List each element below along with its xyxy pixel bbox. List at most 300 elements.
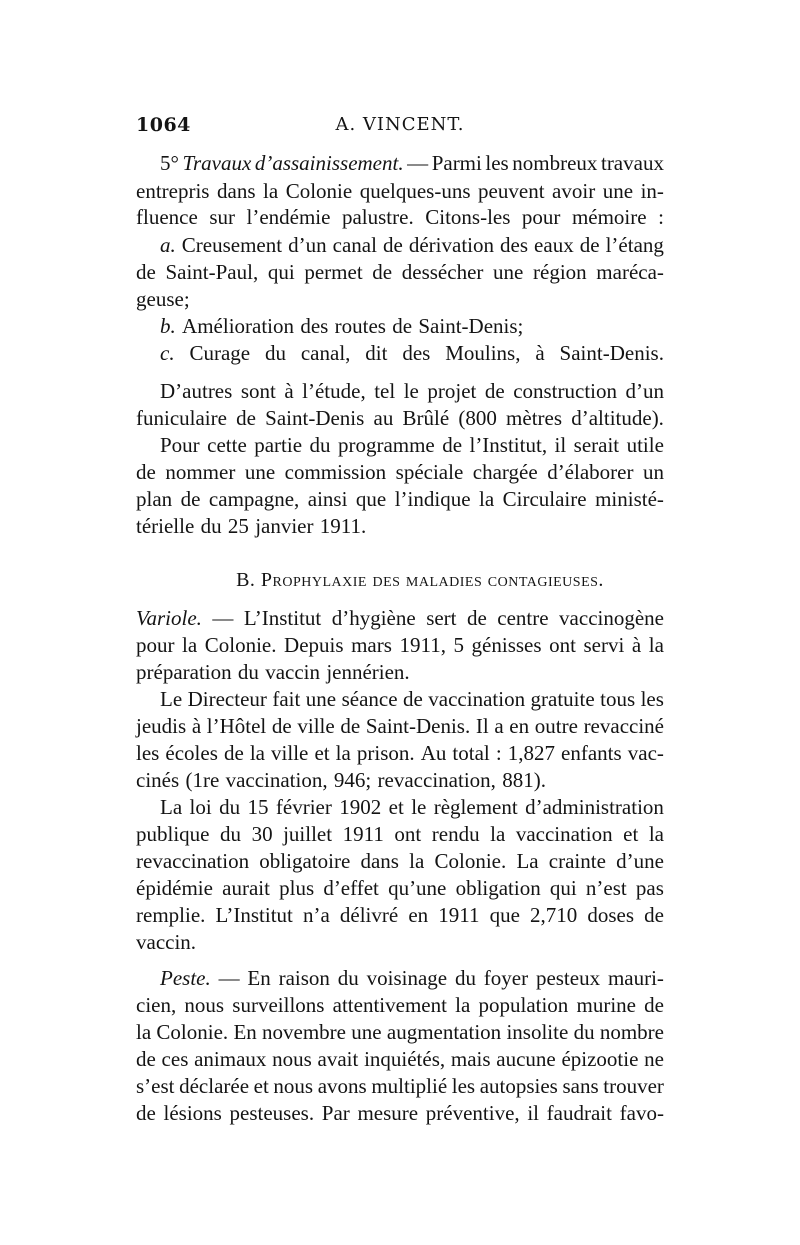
- word: de: [644, 993, 664, 1017]
- word: dessécher: [401, 260, 484, 284]
- text-line: [136, 711, 664, 741]
- word: de: [136, 260, 156, 284]
- word: ministé-: [595, 487, 664, 511]
- word: des: [300, 314, 329, 338]
- word: ont: [549, 633, 576, 657]
- word: pour: [136, 633, 175, 657]
- word: nommer: [165, 460, 236, 484]
- word: routes: [334, 314, 386, 338]
- word: et: [314, 741, 330, 765]
- word: de: [403, 687, 423, 711]
- word: l’Hôtel: [206, 714, 267, 738]
- word: de: [340, 714, 361, 738]
- word: commission: [284, 460, 387, 484]
- word: construction: [513, 379, 617, 403]
- word: Il: [475, 714, 489, 738]
- word: 881).: [502, 768, 546, 792]
- word: 1911,: [399, 633, 446, 657]
- word: en: [509, 714, 530, 738]
- word: du: [337, 966, 359, 990]
- word: séance: [341, 687, 398, 711]
- text-line: [160, 430, 664, 460]
- word: la: [263, 179, 279, 203]
- word: canal,: [300, 341, 351, 365]
- word: obligation: [455, 876, 541, 900]
- word: raison: [278, 966, 330, 990]
- word: Pour: [160, 433, 200, 457]
- word: préventive,: [425, 1101, 520, 1125]
- word: campagne,: [208, 487, 300, 511]
- running-head: A. VINCENT.: [335, 114, 465, 135]
- word: L’Institut: [243, 606, 322, 630]
- word: dit: [365, 341, 388, 365]
- word: Parmi: [431, 151, 482, 175]
- word: des: [500, 233, 529, 257]
- word: de: [136, 1101, 156, 1125]
- word: Colonie.: [434, 849, 507, 873]
- word: n’est: [585, 876, 627, 900]
- word: faudrait: [546, 1101, 612, 1125]
- word: nous: [272, 1047, 312, 1071]
- text-line: [136, 819, 664, 849]
- word: outre: [534, 714, 578, 738]
- word: de: [136, 460, 156, 484]
- word: Curage: [189, 341, 251, 365]
- word: Colonie.: [156, 1020, 229, 1044]
- word: Travaux: [182, 151, 252, 175]
- word: du: [220, 822, 242, 846]
- word: et: [388, 795, 404, 819]
- word: 1911: [342, 822, 384, 846]
- text-line: [136, 403, 664, 433]
- word: publique: [136, 822, 210, 846]
- word: programme: [337, 433, 435, 457]
- word: d’une: [616, 849, 664, 873]
- text-line: [136, 1098, 664, 1128]
- word: vac-: [627, 741, 664, 765]
- word: épizootie: [561, 1047, 639, 1071]
- word: 946;: [333, 768, 372, 792]
- word: attentivement: [332, 993, 447, 1017]
- word: la: [136, 1020, 152, 1044]
- text-line: [136, 284, 664, 314]
- text-line: [136, 657, 664, 687]
- word: de: [271, 714, 292, 738]
- word: la: [648, 633, 664, 657]
- word: insolite: [506, 1020, 569, 1044]
- word: le: [411, 795, 427, 819]
- word: surveillons: [232, 993, 325, 1017]
- word: nous: [273, 1074, 314, 1098]
- word: b.: [160, 314, 176, 338]
- word: vaccin: [265, 660, 321, 684]
- word: :: [495, 741, 502, 765]
- word: sert: [426, 606, 457, 630]
- word: serait: [573, 433, 620, 457]
- word: nombre: [599, 1020, 664, 1044]
- word: il: [554, 433, 567, 457]
- word: jennérien.: [326, 660, 410, 684]
- text-line: [136, 457, 664, 487]
- word: 5: [453, 633, 464, 657]
- text-line: [136, 900, 664, 930]
- word: eaux: [534, 233, 574, 257]
- word: voisinage: [366, 966, 448, 990]
- word: au: [373, 406, 394, 430]
- word: d’hygiène: [331, 606, 416, 630]
- word: :: [658, 205, 664, 229]
- text-line: [160, 230, 664, 260]
- word: du: [264, 341, 286, 365]
- word: que: [355, 487, 387, 511]
- word: sont: [240, 379, 276, 403]
- word: sur: [209, 205, 235, 229]
- word: janvier: [255, 514, 314, 538]
- word: Saint-Denis.: [365, 714, 471, 738]
- word: doses: [587, 903, 634, 927]
- text-line: [160, 684, 664, 714]
- word: de: [136, 1047, 156, 1071]
- word: à: [631, 633, 642, 657]
- word: a.: [160, 233, 176, 257]
- word: la: [648, 822, 664, 846]
- word: aurait: [222, 876, 270, 900]
- word: geuse;: [136, 287, 190, 311]
- word: des: [402, 341, 431, 365]
- word: chargée: [472, 460, 538, 484]
- text-line: [136, 738, 664, 768]
- word: une: [493, 260, 524, 284]
- word: Variole.: [136, 606, 202, 630]
- word: térielle: [136, 514, 195, 538]
- word: D’autres: [160, 379, 233, 403]
- word: pesteux: [535, 966, 601, 990]
- word: Au: [420, 741, 447, 765]
- word: dans: [217, 179, 256, 203]
- word: d’administration: [525, 795, 664, 819]
- word: nombreux: [512, 151, 598, 175]
- word: un: [642, 460, 664, 484]
- word: vaccination: [515, 822, 613, 846]
- word: palustre.: [341, 205, 414, 229]
- word: vaccination: [428, 687, 526, 711]
- word: qui: [267, 260, 295, 284]
- word: Amélioration: [182, 314, 295, 338]
- word: tous: [600, 687, 636, 711]
- word: Saint-Paul,: [165, 260, 259, 284]
- word: favo-: [619, 1101, 664, 1125]
- word: du: [200, 514, 222, 538]
- word: du: [573, 1020, 595, 1044]
- word: qui: [549, 876, 577, 900]
- word: partie: [254, 433, 303, 457]
- text-line: [136, 1044, 664, 1074]
- word: En: [247, 966, 271, 990]
- word: et: [623, 822, 639, 846]
- word: Peste.: [160, 966, 211, 990]
- word: inquiétés,: [364, 1047, 446, 1071]
- word: Saint-Denis: [265, 406, 365, 430]
- text-line: [160, 792, 664, 822]
- word: revaccination,: [377, 768, 496, 792]
- word: trouver: [603, 1074, 664, 1098]
- word: autopsies: [479, 1074, 558, 1098]
- word: mars: [351, 633, 392, 657]
- text-line: [160, 338, 664, 368]
- word: de: [466, 606, 487, 630]
- word: à: [284, 379, 294, 403]
- text-line: [136, 990, 664, 1020]
- word: quelques-uns: [359, 179, 471, 203]
- word: du: [237, 660, 259, 684]
- word: de: [579, 233, 600, 257]
- word: tel: [374, 379, 396, 403]
- word: avoir: [552, 179, 596, 203]
- word: du: [219, 795, 241, 819]
- word: population: [478, 993, 569, 1017]
- word: ville: [271, 741, 309, 765]
- word: la: [490, 822, 506, 846]
- text-line: [160, 311, 664, 341]
- word: 1,827: [507, 741, 555, 765]
- word: avons: [317, 1074, 367, 1098]
- word: travaux: [600, 151, 664, 175]
- word: vaccinogène: [559, 606, 664, 630]
- word: mesure: [357, 1101, 419, 1125]
- text-line: [160, 376, 664, 406]
- word: Colonie.: [204, 633, 277, 657]
- word: ces: [161, 1047, 189, 1071]
- word: permet: [304, 260, 363, 284]
- word: d’un: [625, 379, 664, 403]
- word: à: [535, 341, 545, 365]
- word: la: [409, 849, 425, 873]
- word: n’a: [302, 903, 330, 927]
- word: pesteuses.: [229, 1101, 315, 1125]
- word: vaccin.: [136, 930, 197, 954]
- word: de: [372, 260, 393, 284]
- word: à: [191, 714, 202, 738]
- word: une: [244, 460, 276, 484]
- word: écoles: [165, 741, 218, 765]
- word: 1902: [339, 795, 382, 819]
- word: les: [485, 151, 509, 175]
- word: les: [451, 1074, 476, 1098]
- word: revaccination: [136, 849, 250, 873]
- word: 5°: [160, 151, 179, 175]
- word: c.: [160, 341, 175, 365]
- word: pour: [521, 205, 561, 229]
- word: 15: [247, 795, 269, 819]
- word: projet: [427, 379, 477, 403]
- word: Par: [321, 1101, 350, 1125]
- word: Creusement: [181, 233, 283, 257]
- word: (1re: [185, 768, 220, 792]
- word: de: [484, 379, 505, 403]
- text-line: [136, 1017, 664, 1047]
- word: aucune: [496, 1047, 556, 1071]
- word: pas: [635, 876, 664, 900]
- word: région: [533, 260, 587, 284]
- word: la: [455, 993, 471, 1017]
- word: —: [407, 151, 429, 175]
- word: remplie.: [136, 903, 206, 927]
- word: utile: [626, 433, 664, 457]
- word: vaccination,: [225, 768, 328, 792]
- word: l’Institut,: [469, 433, 548, 457]
- text-line: [136, 765, 664, 795]
- word: ont: [394, 822, 422, 846]
- word: ne: [644, 1047, 664, 1071]
- word: animaux: [194, 1047, 267, 1071]
- word: d’élaborer: [547, 460, 634, 484]
- word: centre: [497, 606, 549, 630]
- word: qu’une: [388, 876, 447, 900]
- word: Directeur: [187, 687, 267, 711]
- word: Saint-Denis.: [559, 341, 664, 365]
- word: préparation: [136, 660, 232, 684]
- page-header: [136, 114, 664, 144]
- word: —: [212, 606, 234, 630]
- word: mètres: [506, 406, 563, 430]
- text-line: [160, 148, 664, 178]
- word: juillet: [283, 822, 333, 846]
- word: 25: [227, 514, 249, 538]
- word: foyer: [483, 966, 529, 990]
- word: il: [527, 1101, 539, 1125]
- word: En: [233, 1020, 257, 1044]
- word: gratuite: [530, 687, 595, 711]
- word: du: [309, 433, 331, 457]
- word: et: [253, 1074, 269, 1098]
- word: l’indique: [394, 487, 471, 511]
- word: déclarée: [179, 1074, 250, 1098]
- word: La: [160, 795, 183, 819]
- word: la: [182, 633, 198, 657]
- text-line: [136, 202, 664, 232]
- word: d’effet: [323, 876, 379, 900]
- word: une: [351, 1020, 382, 1044]
- section-heading: [136, 565, 684, 595]
- text-line: [136, 603, 664, 633]
- word: ville: [297, 714, 335, 738]
- word: le: [403, 379, 419, 403]
- word: épidémie: [136, 876, 213, 900]
- word: délivré: [339, 903, 399, 927]
- word: d’assainissement.: [254, 151, 404, 175]
- word: Depuis: [284, 633, 344, 657]
- word: de: [442, 433, 463, 457]
- word: plan: [136, 487, 173, 511]
- word: fait: [272, 687, 301, 711]
- word: février: [275, 795, 332, 819]
- word: cien,: [136, 993, 177, 1017]
- word: Citons-les: [425, 205, 511, 229]
- text-line: [136, 927, 664, 957]
- page-number: 1064: [136, 114, 191, 136]
- word: loi: [189, 795, 212, 819]
- word: Saint-Denis;: [418, 314, 524, 338]
- word: novembre: [262, 1020, 347, 1044]
- word: (800: [458, 406, 497, 430]
- word: a: [494, 714, 504, 738]
- word: l’étang: [605, 233, 664, 257]
- text-line: [160, 963, 664, 993]
- word: s’est: [136, 1074, 175, 1098]
- word: canal: [332, 233, 377, 257]
- word: spéciale: [395, 460, 464, 484]
- word: mais: [450, 1047, 491, 1071]
- word: dans: [360, 849, 399, 873]
- word: en: [408, 903, 429, 927]
- word: les: [640, 687, 664, 711]
- word: jeudis: [136, 714, 187, 738]
- word: obligatoire: [259, 849, 351, 873]
- word: funiculaire: [136, 406, 227, 430]
- word: génisses: [471, 633, 542, 657]
- word: les: [136, 741, 160, 765]
- text-line: [136, 257, 664, 287]
- word: l’endémie: [246, 205, 331, 229]
- word: maréca-: [596, 260, 664, 284]
- word: l’étude,: [302, 379, 366, 403]
- text-line: [136, 630, 664, 660]
- word: Moulins,: [445, 341, 521, 365]
- word: total: [452, 741, 490, 765]
- word: la: [249, 741, 265, 765]
- word: plus: [279, 876, 315, 900]
- word: de: [223, 741, 244, 765]
- word: Le: [160, 687, 183, 711]
- word: rendu: [431, 822, 480, 846]
- word: L’Institut: [215, 903, 293, 927]
- word: cette: [207, 433, 247, 457]
- word: peuvent: [478, 179, 545, 203]
- word: 1911: [438, 903, 480, 927]
- text-line: [136, 846, 664, 876]
- word: d’altitude).: [571, 406, 664, 430]
- word: 2,710: [529, 903, 578, 927]
- word: multiplié: [371, 1074, 448, 1098]
- text-line: [136, 1071, 664, 1101]
- word: règlement: [433, 795, 518, 819]
- word: in-: [640, 179, 664, 203]
- word: d’un: [288, 233, 327, 257]
- word: lésions: [163, 1101, 222, 1125]
- word: revacciné: [583, 714, 664, 738]
- word: avait: [317, 1047, 359, 1071]
- word: une: [305, 687, 337, 711]
- word: fluence: [136, 205, 198, 229]
- word: de: [392, 314, 413, 338]
- word: mauri-: [607, 966, 664, 990]
- word: 1911.: [319, 514, 367, 538]
- word: murine: [576, 993, 636, 1017]
- word: servi: [583, 633, 625, 657]
- text-line: [136, 484, 664, 514]
- word: 30: [251, 822, 273, 846]
- word: enfants: [561, 741, 622, 765]
- word: une: [602, 179, 634, 203]
- word: entrepris: [136, 179, 210, 203]
- word: de: [236, 406, 256, 430]
- word: —: [218, 966, 240, 990]
- word: prison.: [356, 741, 415, 765]
- word: Colonie: [285, 179, 353, 203]
- section-heading-text: B. Prophylaxie des maladies contagieuses.: [236, 569, 604, 591]
- word: nous: [184, 993, 225, 1017]
- word: Circulaire: [502, 487, 587, 511]
